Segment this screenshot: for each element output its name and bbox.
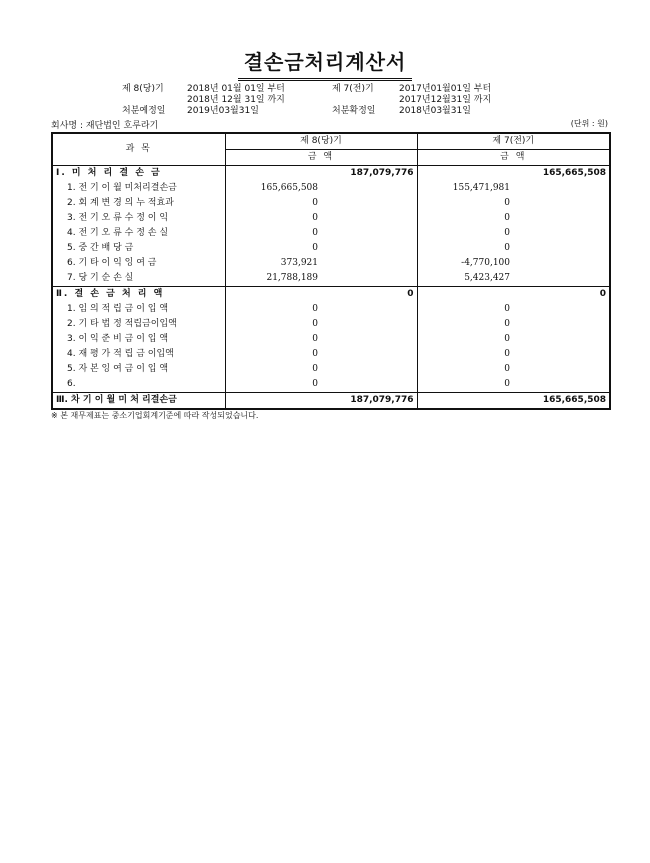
prior-period-label: 제 7(전)기: [332, 84, 374, 94]
statement-table: [51, 132, 611, 410]
row-prior: 0: [417, 211, 513, 226]
row-prior: 0: [417, 196, 513, 211]
col-item-header: 과 목: [52, 133, 225, 166]
final-prior-total: 165,665,508: [513, 393, 610, 410]
row-prior: 0: [417, 362, 513, 377]
section-prior-total: 165,665,508: [542, 168, 607, 178]
row-current: 0: [225, 196, 321, 211]
row-label: 1. 전 기 이 월 미처리결손금: [67, 183, 177, 193]
current-period-from: 2018년 01월 01일 부터: [187, 84, 285, 94]
prior-period-to: 2017년12월31일 까지: [399, 95, 492, 105]
row-label: 5. 자 본 잉 여 금 이 입 액: [67, 364, 169, 374]
final-title: Ⅲ. 차 기 이 월 미 처 리결손금: [52, 393, 225, 410]
unit-label: (단위 : 원): [570, 119, 608, 128]
section-title: Ⅱ. 결 손 금 처 리 액: [52, 287, 225, 303]
row-prior: 0: [417, 317, 513, 332]
col-current-header: 제 8(당)기: [225, 133, 417, 150]
row-prior: 0: [417, 347, 513, 362]
row-current: 21,788,189: [225, 271, 321, 287]
row-current: 0: [225, 241, 321, 256]
final-current-total: 187,079,776: [321, 393, 417, 410]
section-prior-total: 0: [513, 287, 610, 303]
row-label: 2. 회 계 변 경 의 누 적효과: [67, 198, 174, 208]
final-row: [52, 393, 610, 410]
current-period-label: 제 8(당)기: [122, 84, 164, 94]
scheduled-disposition-label: 처분예정일: [122, 106, 166, 116]
table-row: [52, 332, 610, 347]
section-row: [52, 287, 610, 303]
row-label: 2. 기 타 법 정 적립금이입액: [67, 319, 177, 329]
row-current: 0: [225, 377, 321, 393]
row-prior: -4,770,100: [417, 256, 513, 271]
row-current: 0: [225, 347, 321, 362]
page-title: 결손금처리계산서: [0, 46, 650, 81]
row-label: 7. 당 기 순 손 실: [67, 273, 134, 283]
table-header-row: [52, 133, 610, 150]
col-prior-header: 제 7(전)기: [417, 133, 610, 150]
row-label: 3. 전 기 오 류 수 정 이 익: [67, 213, 169, 223]
row-current: 0: [225, 332, 321, 347]
row-label: 6.: [67, 379, 76, 389]
col-current-amount: 금 액: [225, 150, 417, 166]
row-current: 0: [225, 211, 321, 226]
confirmed-disposition-label: 처분확정일: [332, 106, 376, 116]
row-label: 4. 재 평 가 적 립 금 이입액: [67, 349, 174, 359]
row-prior: 155,471,981: [417, 181, 513, 196]
table-row: [52, 302, 610, 317]
row-current: 373,921: [225, 256, 321, 271]
table-row: [52, 347, 610, 362]
section-title: Ⅰ. 미 처 리 결 손 금: [56, 168, 162, 178]
section-current-total: 0: [321, 287, 417, 303]
row-prior: 0: [417, 226, 513, 241]
row-prior: 0: [417, 302, 513, 317]
section-row: [52, 166, 610, 182]
footnote: ※ 본 재무제표는 중소기업회계기준에 따라 작성되었습니다.: [51, 411, 259, 420]
row-prior: 0: [417, 241, 513, 256]
prior-period-from: 2017년01월01일 부터: [399, 84, 492, 94]
row-prior: 0: [417, 377, 513, 393]
table-row: [52, 317, 610, 332]
section-current-total: 187,079,776: [350, 168, 414, 178]
table-row: [52, 271, 610, 287]
row-label: 4. 전 기 오 류 수 정 손 실: [67, 228, 169, 238]
confirmed-disposition-date: 2018년03월31일: [399, 106, 471, 116]
row-label: 1. 임 의 적 립 금 이 입 액: [67, 304, 169, 314]
scheduled-disposition-date: 2019년03월31일: [187, 106, 259, 116]
company-name: 회사명 : 재단법인 호루라기: [51, 121, 159, 131]
row-current: 0: [225, 317, 321, 332]
table-row: [52, 362, 610, 377]
row-prior: 5,423,427: [417, 271, 513, 287]
table-row: [52, 377, 610, 393]
current-period-to: 2018년 12월 31일 까지: [187, 95, 285, 105]
table-row: [52, 241, 610, 256]
table-row: [52, 211, 610, 226]
row-prior: 0: [417, 332, 513, 347]
row-label: 6. 기 타 이 익 잉 여 금: [67, 258, 157, 268]
table-row: [52, 181, 610, 196]
row-label: 3. 이 익 준 비 금 이 입 액: [67, 334, 169, 344]
table-row: [52, 256, 610, 271]
table-row: [52, 226, 610, 241]
col-prior-amount: 금 액: [417, 150, 610, 166]
row-current: 0: [225, 362, 321, 377]
row-current: 0: [225, 302, 321, 317]
row-label: 5. 중 간 배 당 금: [67, 243, 134, 253]
row-current: 165,665,508: [225, 181, 321, 196]
table-row: [52, 196, 610, 211]
row-current: 0: [225, 226, 321, 241]
